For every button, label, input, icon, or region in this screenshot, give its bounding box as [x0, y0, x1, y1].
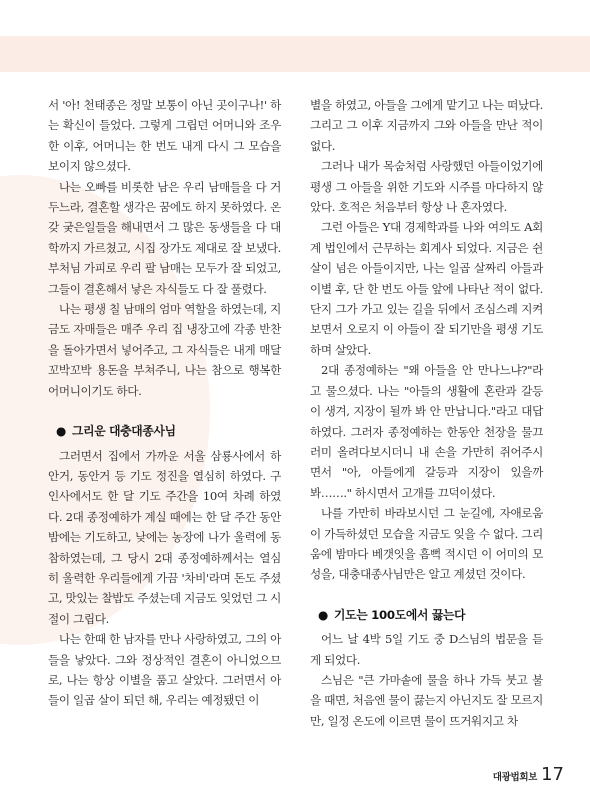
bullet-icon: ●: [318, 607, 328, 622]
section-heading-text: 기도는 100도에서 끓는다: [334, 607, 466, 622]
paragraph: 그러나 내가 목숨처럼 사랑했던 아들이었기에 평생 그 아들을 위한 기도와 시주를 마다하지 않았다. 호적은 처음부터 항상 나 혼자였다.: [310, 159, 543, 215]
page-number: 17: [541, 764, 564, 785]
paragraph: 서 '아! 천태종은 정말 보통이 아닌 곳이구나!' 하는 확신이 들었다. 그렇게 그립던 어머니와 조우한 이후, 어머니는 한 번도 내게 다시 그 모습을 보이지 않으셨다.: [48, 98, 281, 174]
paragraph: 나는 평생 칠 남매의 엄마 역할을 하였는데, 지금도 자매들은 매주 우리 집 냉장고에 각종 반찬을 돌아가면서 넣어주고, 그 자식들은 내게 매달 꼬박꼬박 용돈을 부쳐주니, 나는 참으로 행복한 어머니이기도 하다.: [48, 302, 281, 398]
paragraph: 나는 오빠를 비롯한 남은 우리 남매들을 다 거두느라, 결혼할 생각은 꿈에도 하지 못하였다. 온갖 궂은일들을 해내면서 그 많은 동생들을 다 대학까지 가르쳤고, 시집 장가도 제대로 잘 보냈다. 부처님 가피로 우리 팔 남매는 모두가 잘 되었고, 그들이 결혼해서 낳은 자식들도 다 잘 풀렸다.: [48, 179, 281, 296]
section-heading: [48, 421, 281, 441]
bullet-icon: ●: [56, 424, 66, 439]
paragraph: 2대 종정예하는 "왜 아들을 안 만나느냐?"라고 물으셨다. 나는 "아들의 생활에 혼란과 갈등이 생겨, 지장이 될까 봐 안 만납니다."라고 대답하였다. 그러자 종정예하는 한동안 천장을 물끄러미 올려다보시더니 내 손을 가만히 쥐어주시면서 "아, 아들에게 갈등과 지장이 있을까 봐……." 하시면서 고개를 끄덕이셨다.: [310, 363, 543, 500]
paragraph: 그러면서 집에서 가까운 서울 삼룡사에서 하안거, 동안거 등 기도 정진을 열심히 하였다. 구인사에서도 한 달 기도 주간을 10여 차례 하였다. 2대 종정예하가 계실 때에는 한 달 주간 동안 밤에는 기도하고, 낮에는 농장에 나가 울력에 동참하였는데, 그 당시 2대 종정예하께서는 열심히 울력한 우리들에게 가끔 '차비'라며 돈도 주셨고, 맛있는 찰밥도 주셨는데 지금도 잊었던 그 시절이 그립다.: [48, 448, 281, 626]
paragraph: 나를 가만히 바라보시던 그 눈길에, 자애로움이 가득하셨던 모습을 지금도 잊을 수 없다. 그리움에 밤마다 베갯잇을 흠뻑 적시던 이 어미의 모성을, 대충대종사님만은 알고 계셨던 것이다.: [310, 506, 543, 582]
page-footer: [493, 764, 564, 785]
section-heading-text: 그리운 대충대종사님: [72, 424, 176, 439]
right-column: [310, 95, 543, 731]
section-heading: [310, 605, 543, 625]
paragraph: 스님은 "큰 가마솥에 물을 하나 가득 붓고 불을 때면, 처음엔 물이 끓는지 아닌지도 잘 모르지만, 일정 온도에 이르면 물이 뜨거워지고 차: [310, 672, 543, 728]
paragraph: 별을 하였고, 아들을 그에게 맡기고 나는 떠났다. 그리고 그 이후 지금까지 그와 아들을 만난 적이 없다.: [310, 98, 543, 153]
publication-name: 대광법회보: [492, 772, 538, 783]
paragraph: 그런 아들은 Y대 경제학과를 나와 여의도 A회계 법인에서 근무하는 회계사 되었다. 지금은 쉰 살이 넘은 아들이지만, 나는 일곱 살짜리 아들과 이별 후, 단 한 번도 아들 앞에 나타난 적이 없다. 단지 그가 가고 있는 길을 뒤에서 조심스레 지켜보면서 오로지 이 아들이 잘 되기만을 평생 기도하며 살았다.: [310, 220, 543, 357]
left-column: [48, 95, 281, 711]
header-band: [0, 36, 590, 72]
paragraph: 나는 한때 한 남자를 만나 사랑하였고, 그의 아들을 낳았다. 그와 정상적인 결혼이 아니었으므로, 나는 항상 이별을 품고 살았다. 그러면서 아들이 일곱 살이 되던 해, 우리는 예정됐던 이: [48, 632, 281, 708]
paragraph: 어느 날 4박 5일 기도 중 D스님의 법문을 듣게 되었다.: [310, 632, 543, 667]
